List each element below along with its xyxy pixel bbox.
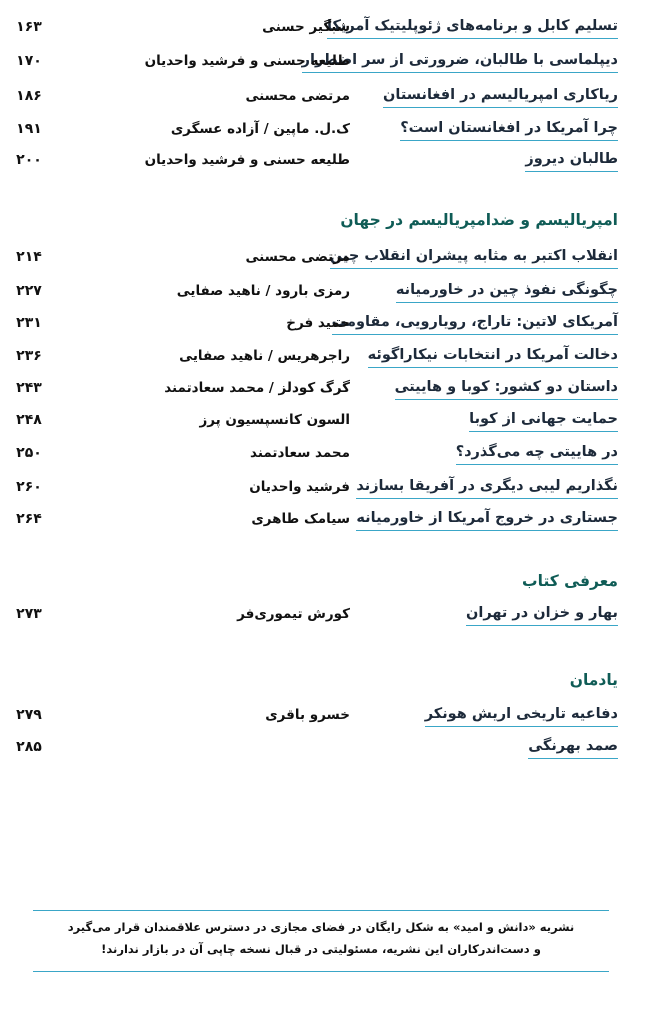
toc-page-number: ۲۴۳ [16,380,42,396]
toc-row[interactable] [0,474,650,504]
toc-author: حمید فرخ [286,315,350,331]
toc-title-link[interactable]: دخالت آمریکا در انتخابات نیکاراگوئه [368,345,618,368]
toc-row[interactable] [0,343,650,373]
toc-title-link[interactable]: دفاعیه تاریخی اریش هونکر [425,704,618,727]
toc-row[interactable] [0,83,650,113]
toc-title-link[interactable]: انقلاب اکتبر به مثابه پیشران انقلاب چین [330,246,618,269]
toc-row[interactable] [0,116,650,146]
toc-title-link[interactable]: تسلیم کابل و برنامه‌های ژئوپلیتیک آمریکا [327,16,618,39]
toc-row[interactable] [0,440,650,470]
toc-author: خسرو باقری [265,707,350,723]
section-heading: معرفی کتاب [522,572,618,590]
toc-page-number: ۲۱۴ [16,249,42,265]
toc-row[interactable] [0,375,650,405]
toc-author: مرتضی محسنی [245,88,350,104]
section-heading: امپریالیسم و ضدامپریالیسم در جهان [340,211,618,229]
disclaimer-notice [33,910,609,972]
toc-author: طلیعه حسنی و فرشید واحدیان [144,53,350,69]
toc-author: طلیعه حسنی و فرشید واحدیان [144,152,350,168]
toc-page-number: ۲۰۰ [16,152,42,168]
toc-author: فرشید واحدیان [249,479,350,495]
toc-title-link[interactable]: آمریکای لاتین: تاراج، رویارویی، مقاومت [332,312,618,335]
toc-row[interactable] [0,147,650,177]
toc-page-number: ۲۶۴ [16,511,42,527]
toc-page-number: ۲۶۰ [16,479,42,495]
toc-author: کورش تیموری‌فر [237,606,350,622]
toc-author: سیامک طاهری [251,511,350,527]
toc-title-link[interactable]: داستان دو کشور: کوبا و هاییتی [395,377,618,400]
toc-title-link[interactable]: ریاکاری امپریالیسم در افغانستان [383,85,618,108]
toc-author: مرتضی محسنی [245,249,350,265]
toc-author: رمزی بارود / ناهید صفایی [176,283,350,299]
toc-row[interactable] [0,601,650,631]
toc-title-link[interactable]: صمد بهرنگی [528,736,618,759]
toc-row[interactable] [0,244,650,274]
toc-page-number: ۲۳۱ [16,315,42,331]
toc-row[interactable] [0,310,650,340]
toc-page-number: ۱۸۶ [16,88,42,104]
toc-page-number: ۲۷۹ [16,707,42,723]
toc-row[interactable] [0,14,650,44]
toc-title-link[interactable]: جستاری در خروج آمریکا از خاورمیانه [356,508,618,531]
toc-row[interactable] [0,702,650,732]
toc-page-number: ۲۳۶ [16,348,42,364]
toc-title-link[interactable]: چگونگی نفوذ چین در خاورمیانه [396,280,618,303]
toc-title-link[interactable]: در هاییتی چه می‌گذرد؟ [456,442,618,465]
section-heading: یادمان [569,671,618,689]
disclaimer-line: و دست‌اندرکاران این نشریه، مسئولیتی در قبال نسخه چاپی آن در بازار ندارند! [101,942,541,956]
disclaimer-line: نشریه «دانش و امید» به شکل رایگان در فضای مجازی در دسترس علاقمندان قرار می‌گیرد [67,920,575,934]
toc-author: محمد سعادتمند [250,445,350,461]
toc-page-number: ۲۵۰ [16,445,42,461]
toc-author: شبگیر حسنی [262,19,350,35]
toc-title-link[interactable]: چرا آمریکا در افغانستان است؟ [400,118,618,141]
toc-row[interactable] [0,734,650,764]
toc-title-link[interactable]: دیپلماسی با طالبان، ضرورتی از سر اضطرار [302,50,618,73]
toc-row[interactable] [0,278,650,308]
toc-author: السون کانسپسیون پرز [199,412,350,428]
toc-row[interactable] [0,407,650,437]
toc-author: گرگ کودلز / محمد سعادتمند [164,380,350,396]
toc-page-number: ۲۷۳ [16,606,42,622]
toc-title-link[interactable]: طالبان دیروز [525,149,618,172]
toc-title-link[interactable]: بهار و خزان در تهران [466,603,618,626]
toc-title-link[interactable]: حمایت جهانی از کوبا [469,409,618,432]
toc-page-number: ۱۹۱ [16,121,42,137]
toc-page-number: ۱۶۳ [16,19,42,35]
toc-page-number: ۲۲۷ [16,283,42,299]
toc-row[interactable] [0,506,650,536]
toc-page-number: ۱۷۰ [16,53,42,69]
toc-author: ک.ل. ماپین / آزاده عسگری [170,121,350,137]
toc-page-number: ۲۸۵ [16,739,42,755]
toc-page-number: ۲۴۸ [16,412,42,428]
toc-title-link[interactable]: نگذاریم لیبی دیگری در آفریقا بسازند [356,476,618,499]
toc-row[interactable] [0,48,650,78]
toc-author: راجرهریس / ناهید صفایی [179,348,350,364]
